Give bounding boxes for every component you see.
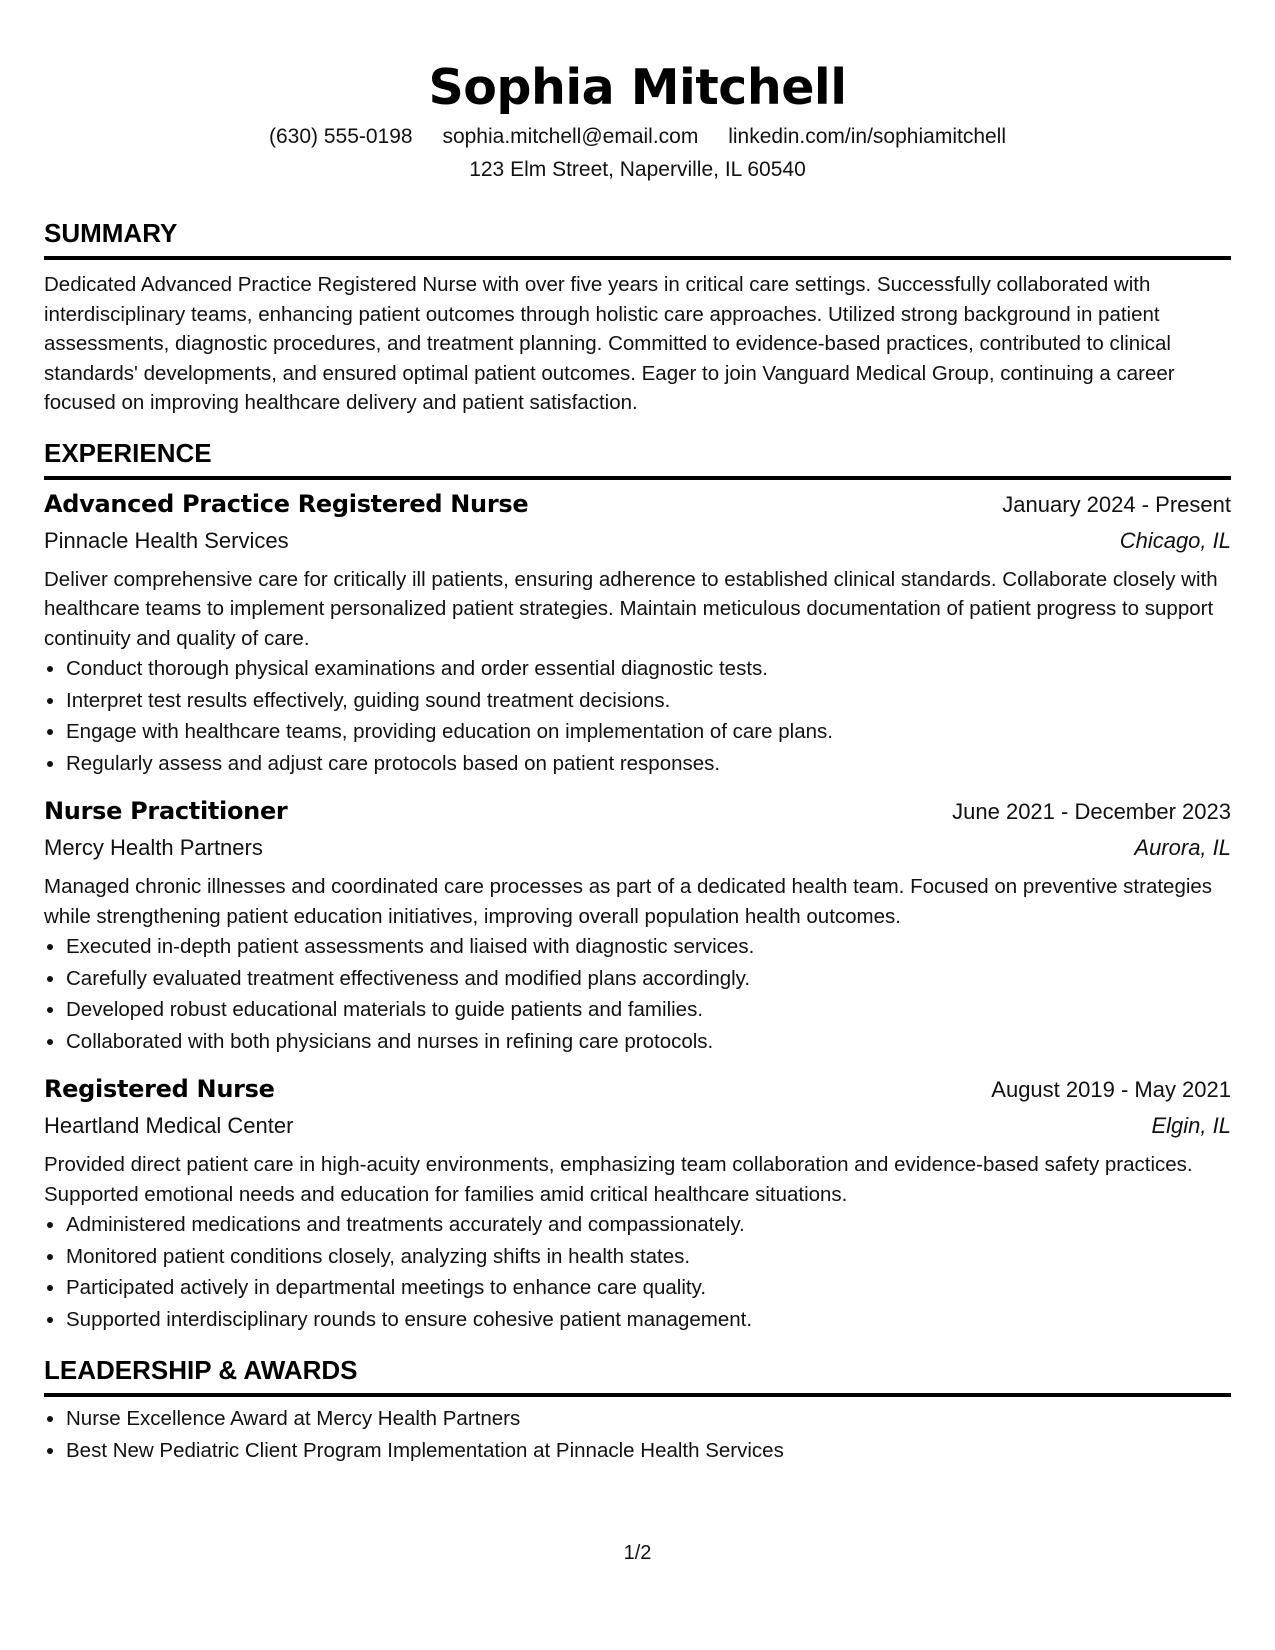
list-item: • Supported interdisciplinary rounds to ensure cohesive patient management. xyxy=(66,1304,1231,1336)
awards-list xyxy=(44,1403,1231,1466)
job-location: Aurora, IL xyxy=(1134,835,1231,860)
list-item: • Best New Pediatric Client Program Implementation at Pinnacle Health Services xyxy=(66,1435,1231,1467)
job-title: Registered Nurse xyxy=(44,1075,275,1103)
job-title: Advanced Practice Registered Nurse xyxy=(44,489,529,518)
job-header xyxy=(44,1071,1231,1108)
job-entry xyxy=(44,1071,1231,1335)
job-subheader xyxy=(44,1108,1231,1144)
job-company: Heartland Medical Center xyxy=(44,1113,294,1138)
list-item: • Participated actively in departmental meetings to enhance care quality. xyxy=(66,1272,1231,1304)
job-company: Pinnacle Health Services xyxy=(44,527,289,553)
job-bullet-list xyxy=(44,653,1231,779)
resume-header xyxy=(44,0,1231,186)
job-description: Deliver comprehensive care for critically ill patients, ensuring adherence to established clinical standards. Collaborate closely with healthcare teams to implement personalized patient strategies. Maintain meticulous documentation of patient progress to support continuity and quality of care. xyxy=(44,567,1218,650)
list-item: • Administered medications and treatments accurately and compassionately. xyxy=(66,1209,1231,1241)
phone-number: (630) 555-0198 xyxy=(268,125,413,148)
list-item: • Regularly assess and adjust care protocols based on patient responses. xyxy=(66,748,1231,780)
summary-section xyxy=(44,216,1231,418)
candidate-name: Sophia Mitchell xyxy=(428,59,847,116)
list-item: • Engage with healthcare teams, providing education on implementation of care plans. xyxy=(66,716,1231,748)
list-item: • Nurse Excellence Award at Mercy Health Partners xyxy=(66,1403,1231,1435)
list-item: • Developed robust educational materials to guide patients and families. xyxy=(66,994,1231,1026)
job-dates: January 2024 - Present xyxy=(1002,491,1231,517)
job-header xyxy=(44,793,1231,830)
resume-page xyxy=(44,0,1231,1466)
job-dates: August 2019 - May 2021 xyxy=(991,1077,1231,1102)
job-description: Provided direct patient care in high-acuity environments, emphasizing team collaboration and evidence-based safety practices. Supported emotional needs and education for families amid critical healthcare situations. xyxy=(44,1153,1193,1206)
list-item: • Monitored patient conditions closely, analyzing shifts in health states. xyxy=(66,1241,1231,1273)
list-item: • Interpret test results effectively, guiding sound treatment decisions. xyxy=(66,685,1231,717)
section-title-awards: LEADERSHIP & AWARDS xyxy=(44,1353,1231,1397)
section-title-experience: EXPERIENCE xyxy=(44,436,1231,480)
job-bullet-list xyxy=(44,1209,1231,1335)
job-description: Managed chronic illnesses and coordinated care processes as part of a dedicated health team. Focused on preventive strategies while strengthening patient education initiatives, improving overall population health outcomes. xyxy=(44,875,1213,928)
job-company: Mercy Health Partners xyxy=(44,835,263,860)
list-item: • Conduct thorough physical examinations and order essential diagnostic tests. xyxy=(66,653,1231,685)
job-dates: June 2021 - December 2023 xyxy=(952,799,1231,824)
job-location: Elgin, IL xyxy=(1151,1113,1231,1138)
list-item: • Carefully evaluated treatment effectiveness and modified plans accordingly. xyxy=(66,963,1231,995)
experience-section xyxy=(44,436,1231,1336)
awards-section xyxy=(44,1353,1231,1466)
email-address: sophia.mitchell@email.com xyxy=(442,125,699,148)
contact-line xyxy=(44,120,1231,153)
list-item: • Executed in-depth patient assessments and liaised with diagnostic services. xyxy=(66,931,1231,963)
address-line: 123 Elm Street, Naperville, IL 60540 xyxy=(469,158,806,181)
list-item: • Collaborated with both physicians and nurses in refining care protocols. xyxy=(66,1026,1231,1058)
job-entry xyxy=(44,793,1231,1057)
page-number: 1/2 xyxy=(623,1542,652,1564)
job-entry xyxy=(44,486,1231,780)
job-bullet-list xyxy=(44,931,1231,1057)
summary-text: Dedicated Advanced Practice Registered Nurse with over five years in critical care settings. Successfully collaborated with interdisciplinary teams, enhancing patient outcomes through holistic care approaches. Utilized strong background in patient assessments, diagnostic procedures, and treatment planning. Committed to evidence-based practices, contributed to clinical standards' developments, and ensured optimal patient outcomes. Eager to join Vanguard Medical Group, continuing a career focused on improving healthcare delivery and patient satisfaction. xyxy=(44,273,1175,414)
section-title-summary: SUMMARY xyxy=(44,216,1231,260)
linkedin-url: linkedin.com/in/sophiamitchell xyxy=(728,125,1007,148)
job-subheader xyxy=(44,830,1231,866)
job-header xyxy=(44,486,1231,523)
job-subheader xyxy=(44,523,1231,559)
job-location: Chicago, IL xyxy=(1119,527,1231,553)
job-title: Nurse Practitioner xyxy=(44,797,288,825)
